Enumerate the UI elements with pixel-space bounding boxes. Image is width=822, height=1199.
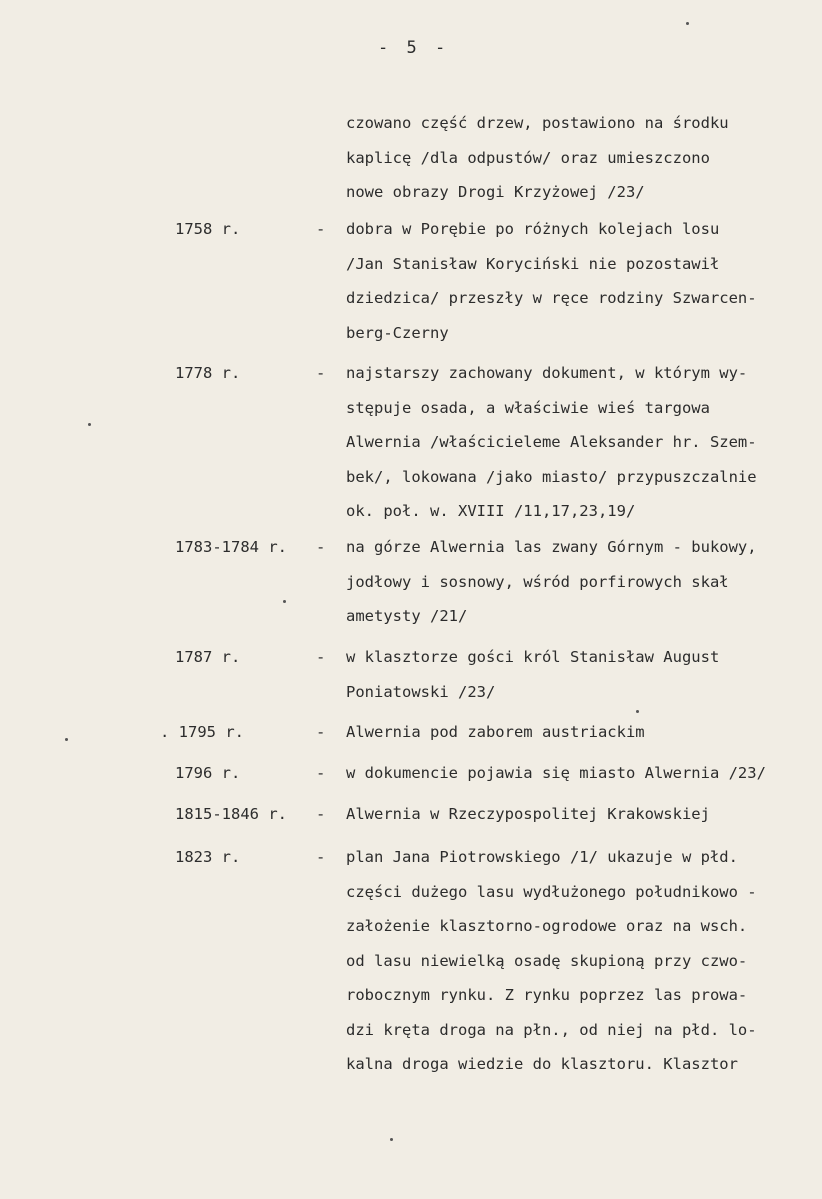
entry-date: 1815-1846 r.: [175, 805, 287, 823]
entry-text: [346, 212, 806, 350]
text-line: berg-Czerny: [346, 323, 449, 342]
entry-date: 1823 r.: [175, 848, 241, 866]
text-line: w dokumencie pojawia się miasto Alwernia /23/: [346, 764, 766, 782]
entry-text: [346, 530, 806, 634]
page-number: - 5 -: [378, 38, 450, 58]
entry-dash: -: [316, 848, 326, 866]
entry-date: 1787 r.: [175, 648, 241, 666]
text-line: na górze Alwernia las zwany Górnym - bukowy,: [346, 538, 757, 556]
entry-dash: -: [316, 648, 326, 666]
entry-text: [346, 640, 806, 709]
text-line: części dużego lasu wydłużonego południkowo -: [346, 882, 757, 901]
entry-date: 1783-1784 r.: [175, 538, 287, 556]
text-line: czowano część drzew, postawiono na środku: [346, 114, 729, 132]
text-line: od lasu niewielką osadę skupioną przy czwo-: [346, 951, 748, 970]
entry-text: [346, 840, 806, 1082]
entry-text: [346, 797, 806, 832]
text-line: najstarszy zachowany dokument, w którym wy-: [346, 364, 748, 382]
text-line: dziedzica/ przeszły w ręce rodziny Szwarcen-: [346, 289, 757, 307]
text-line: w klasztorze gości król Stanisław August: [346, 648, 720, 666]
paper-speck: [283, 600, 286, 603]
text-line: robocznym rynku. Z rynku poprzez las prowa-: [346, 986, 748, 1004]
intro-paragraph: [346, 106, 786, 210]
text-line: Alwernia w Rzeczypospolitej Krakowskiej: [346, 805, 710, 823]
text-line: bek/, lokowana /jako miasto/ przypuszczalnie: [346, 467, 757, 486]
text-line: ametysty /21/: [346, 607, 468, 625]
paper-speck: [636, 710, 639, 713]
paper-speck: [88, 423, 91, 426]
entry-dash: -: [316, 364, 326, 382]
text-line: dobra w Porębie po różnych kolejach losu: [346, 220, 720, 238]
text-line: dzi kręta droga na płn., od niej na płd. lo-: [346, 1020, 757, 1039]
entry-text: [346, 715, 806, 750]
entry-dash: -: [316, 764, 326, 782]
entry-date: 1778 r.: [175, 364, 241, 382]
text-line: ok. poł. w. XVIII /11,17,23,19/: [346, 502, 636, 520]
entry-text: [346, 756, 806, 791]
entry-text: [346, 356, 806, 529]
text-line: plan Jana Piotrowskiego /1/ ukazuje w płd.: [346, 848, 738, 866]
entry-dash: -: [316, 220, 326, 238]
entry-dash: -: [316, 538, 326, 556]
text-line: Alwernia /właścicieleme Aleksander hr. Szem-: [346, 433, 757, 451]
text-line: Alwernia pod zaborem austriackim: [346, 723, 645, 741]
text-line: jodłowy i sosnowy, wśród porfirowych skał: [346, 572, 729, 591]
paper-speck: [65, 738, 68, 741]
entry-dash: -: [316, 805, 326, 823]
text-line: /Jan Stanisław Koryciński nie pozostawił: [346, 254, 720, 273]
text-line: Poniatowski /23/: [346, 682, 496, 701]
entry-date: 1758 r.: [175, 220, 241, 238]
text-line: kalna droga wiedzie do klasztoru. Klasztor: [346, 1055, 738, 1073]
paper-speck: [686, 22, 689, 25]
paper-speck: [390, 1138, 393, 1141]
entry-date: 1796 r.: [175, 764, 241, 782]
text-line: założenie klasztorno-ogrodowe oraz na wsch.: [346, 917, 748, 935]
entry-dash: -: [316, 723, 326, 741]
entry-date: . 1795 r.: [160, 723, 244, 741]
text-line: stępuje osada, a właściwie wieś targowa: [346, 398, 710, 417]
text-line: nowe obrazy Drogi Krzyżowej /23/: [346, 183, 645, 201]
text-line: kaplicę /dla odpustów/ oraz umieszczono: [346, 148, 710, 167]
